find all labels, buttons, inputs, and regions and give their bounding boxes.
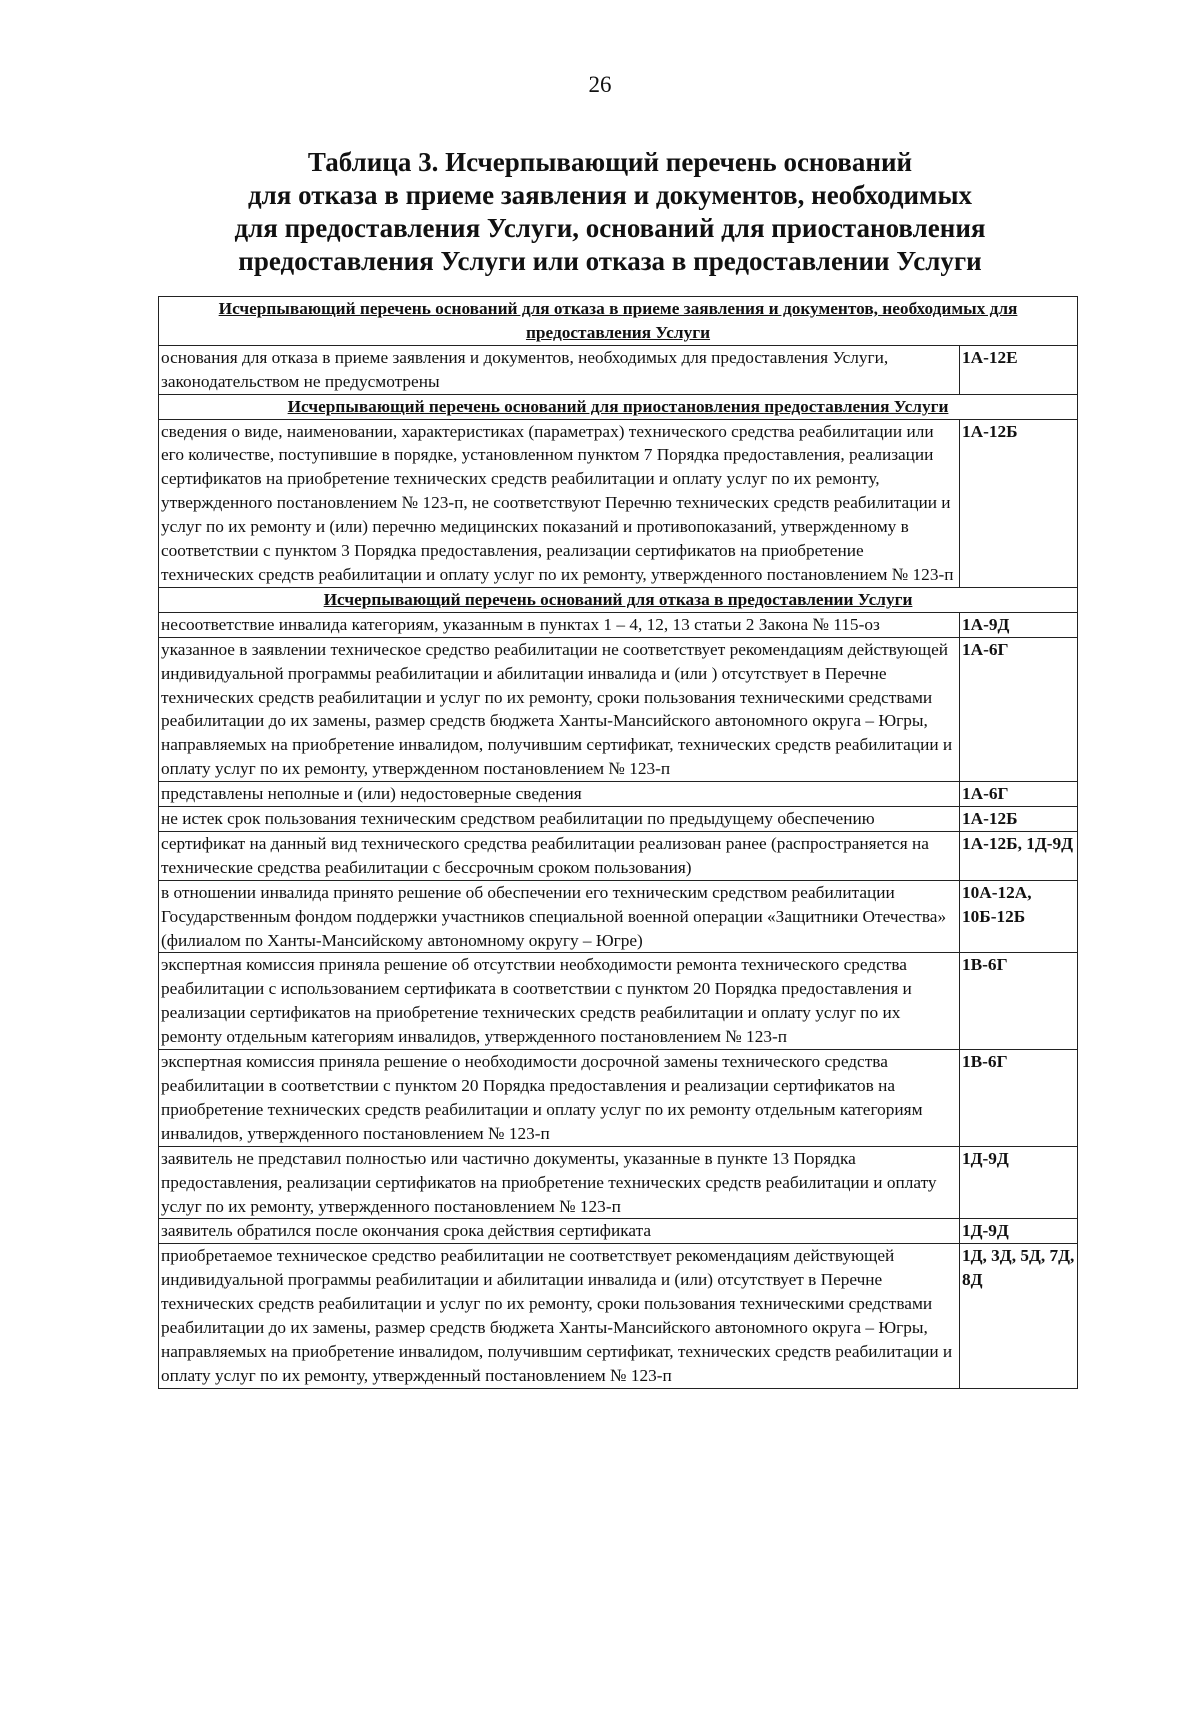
page-number: 26	[588, 72, 612, 97]
grounds-table	[158, 296, 1078, 1389]
ground-code: 1Д, 3Д, 5Д, 7Д, 8Д	[960, 1244, 1078, 1388]
ground-text: в отношении инвалида принято решение об обеспечении его техническим средством реабилитации Государственным фондом поддержки участников специальной военной операции «Защитники Отечества» (филиалом по Ханты-Мансийскому автономному округу – Югре)	[159, 880, 960, 953]
section-header-row	[159, 394, 1078, 419]
table-row	[159, 782, 1078, 807]
ground-text: сведения о виде, наименовании, характеристиках (параметрах) технического средства реабилитации или его количестве, поступившие в порядке, установленном пунктом 7 Порядка предоставления, реализации сертификатов на приобретение технических средств реабилитации и оплату услуг по их ремонту, утвержденного постановлением № 123-п, не соответствуют Перечню технических средств реабилитации и услуг по их ремонту и (или) перечню медицинских показаний и противопоказаний, утвержденному в соответствии с пунктом 3 Порядка предоставления, реализации сертификатов на приобретение технических средств реабилитации и оплату услуг по их ремонту, утвержденного постановлением № 123-п	[159, 419, 960, 587]
table-row	[159, 807, 1078, 832]
table-row	[159, 1146, 1078, 1219]
section-header-row	[159, 297, 1078, 346]
table-row	[159, 345, 1078, 394]
ground-text: основания для отказа в приеме заявления и документов, необходимых для предоставления Услуги, законодательством не предусмотрены	[159, 345, 960, 394]
ground-text: представлены неполные и (или) недостоверные сведения	[159, 782, 960, 807]
ground-text: указанное в заявлении техническое средство реабилитации не соответствует рекомендациям действующей индивидуальной программы реабилитации и абилитации инвалида и (или ) отсутствует в Перечне технических средств реабилитации и услуг по их ремонту, сроки пользования техническими средствами реабилитации до их замены, размер средств бюджета Ханты-Мансийского автономного округа – Югры, направляемых на приобретение инвалидом, получившим сертификат, технических средств реабилитации и оплату услуг по их ремонту, утвержденном постановлением № 123-п	[159, 637, 960, 781]
title-line: предоставления Услуги или отказа в предоставлении Услуги	[238, 246, 982, 276]
ground-code: 1А-9Д	[960, 612, 1078, 637]
ground-code: 1А-12Б	[960, 807, 1078, 832]
table-row	[159, 880, 1078, 953]
ground-code: 1Д-9Д	[960, 1219, 1078, 1244]
section-heading-refusal-service: Исчерпывающий перечень оснований для отказа в предоставлении Услуги	[159, 587, 1078, 612]
ground-text: экспертная комиссия приняла решение об отсутствии необходимости ремонта технического средства реабилитации с использованием сертификата в соответствии с пунктом 20 Порядка предоставления и реализации сертификатов на приобретение технических средств реабилитации и оплату услуг по их ремонту отдельным категориям инвалидов, утвержденного постановлением № 123-п	[159, 953, 960, 1050]
section-header-row	[159, 587, 1078, 612]
table-row	[159, 1219, 1078, 1244]
table-row	[159, 1050, 1078, 1147]
ground-code: 1В-6Г	[960, 953, 1078, 1050]
ground-code: 1А-12Б	[960, 419, 1078, 587]
table-row	[159, 831, 1078, 880]
ground-text: сертификат на данный вид технического средства реабилитации реализован ранее (распространяется на технические средства реабилитации с бессрочным сроком пользования)	[159, 831, 960, 880]
ground-code: 1А-12Е	[960, 345, 1078, 394]
title-line: Таблица 3. Исчерпывающий перечень оснований	[307, 147, 913, 177]
ground-code: 1А-12Б, 1Д-9Д	[960, 831, 1078, 880]
title-line: для предоставления Услуги, оснований для приостановления	[234, 213, 986, 243]
ground-code: 1В-6Г	[960, 1050, 1078, 1147]
section-heading-suspension: Исчерпывающий перечень оснований для приостановления предоставления Услуги	[159, 394, 1078, 419]
title-line: для отказа в приеме заявления и документов, необходимых	[247, 180, 973, 210]
ground-text: не истек срок пользования техническим средством реабилитации по предыдущему обеспечению	[159, 807, 960, 832]
ground-text: приобретаемое техническое средство реабилитации не соответствует рекомендациям действующей индивидуальной программы реабилитации и абилитации инвалида и (или) отсутствует в Перечне технических средств реабилитации и услуг по их ремонту, сроки пользования техническими средствами реабилитации до их замены, размер средств бюджета Ханты-Мансийского автономного округа – Югры, направляемых на приобретение инвалидом, получившим сертификат, технических средств реабилитации и оплату услуг по их ремонту, утвержденный постановлением № 123-п	[159, 1244, 960, 1388]
ground-text: несоответствие инвалида категориям, указанным в пунктах 1 – 4, 12, 13 статьи 2 Закона № 115-оз	[159, 612, 960, 637]
section-heading-refusal-acceptance: Исчерпывающий перечень оснований для отказа в приеме заявления и документов, необходимых для предоставления Услуги	[159, 297, 1078, 346]
table-row	[159, 419, 1078, 587]
ground-code: 1А-6Г	[960, 782, 1078, 807]
table-row	[159, 612, 1078, 637]
ground-code: 10А-12А, 10Б-12Б	[960, 880, 1078, 953]
ground-code: 1А-6Г	[960, 637, 1078, 781]
table-row	[159, 1244, 1078, 1388]
ground-text: заявитель обратился после окончания срока действия сертификата	[159, 1219, 960, 1244]
ground-code: 1Д-9Д	[960, 1146, 1078, 1219]
table-row	[159, 637, 1078, 781]
ground-text: экспертная комиссия приняла решение о необходимости досрочной замены технического средства реабилитации в соответствии с пунктом 20 Порядка предоставления и реализации сертификатов на приобретение технических средств реабилитации и оплату услуг по их ремонту отдельным категориям инвалидов, утвержденного постановлением № 123-п	[159, 1050, 960, 1147]
document-title	[150, 146, 1070, 278]
ground-text: заявитель не представил полностью или частично документы, указанные в пункте 13 Порядка предоставления, реализации сертификатов на приобретение технических средств реабилитации и оплату услуг по их ремонту, утвержденного постановлением № 123-п	[159, 1146, 960, 1219]
table-row	[159, 953, 1078, 1050]
